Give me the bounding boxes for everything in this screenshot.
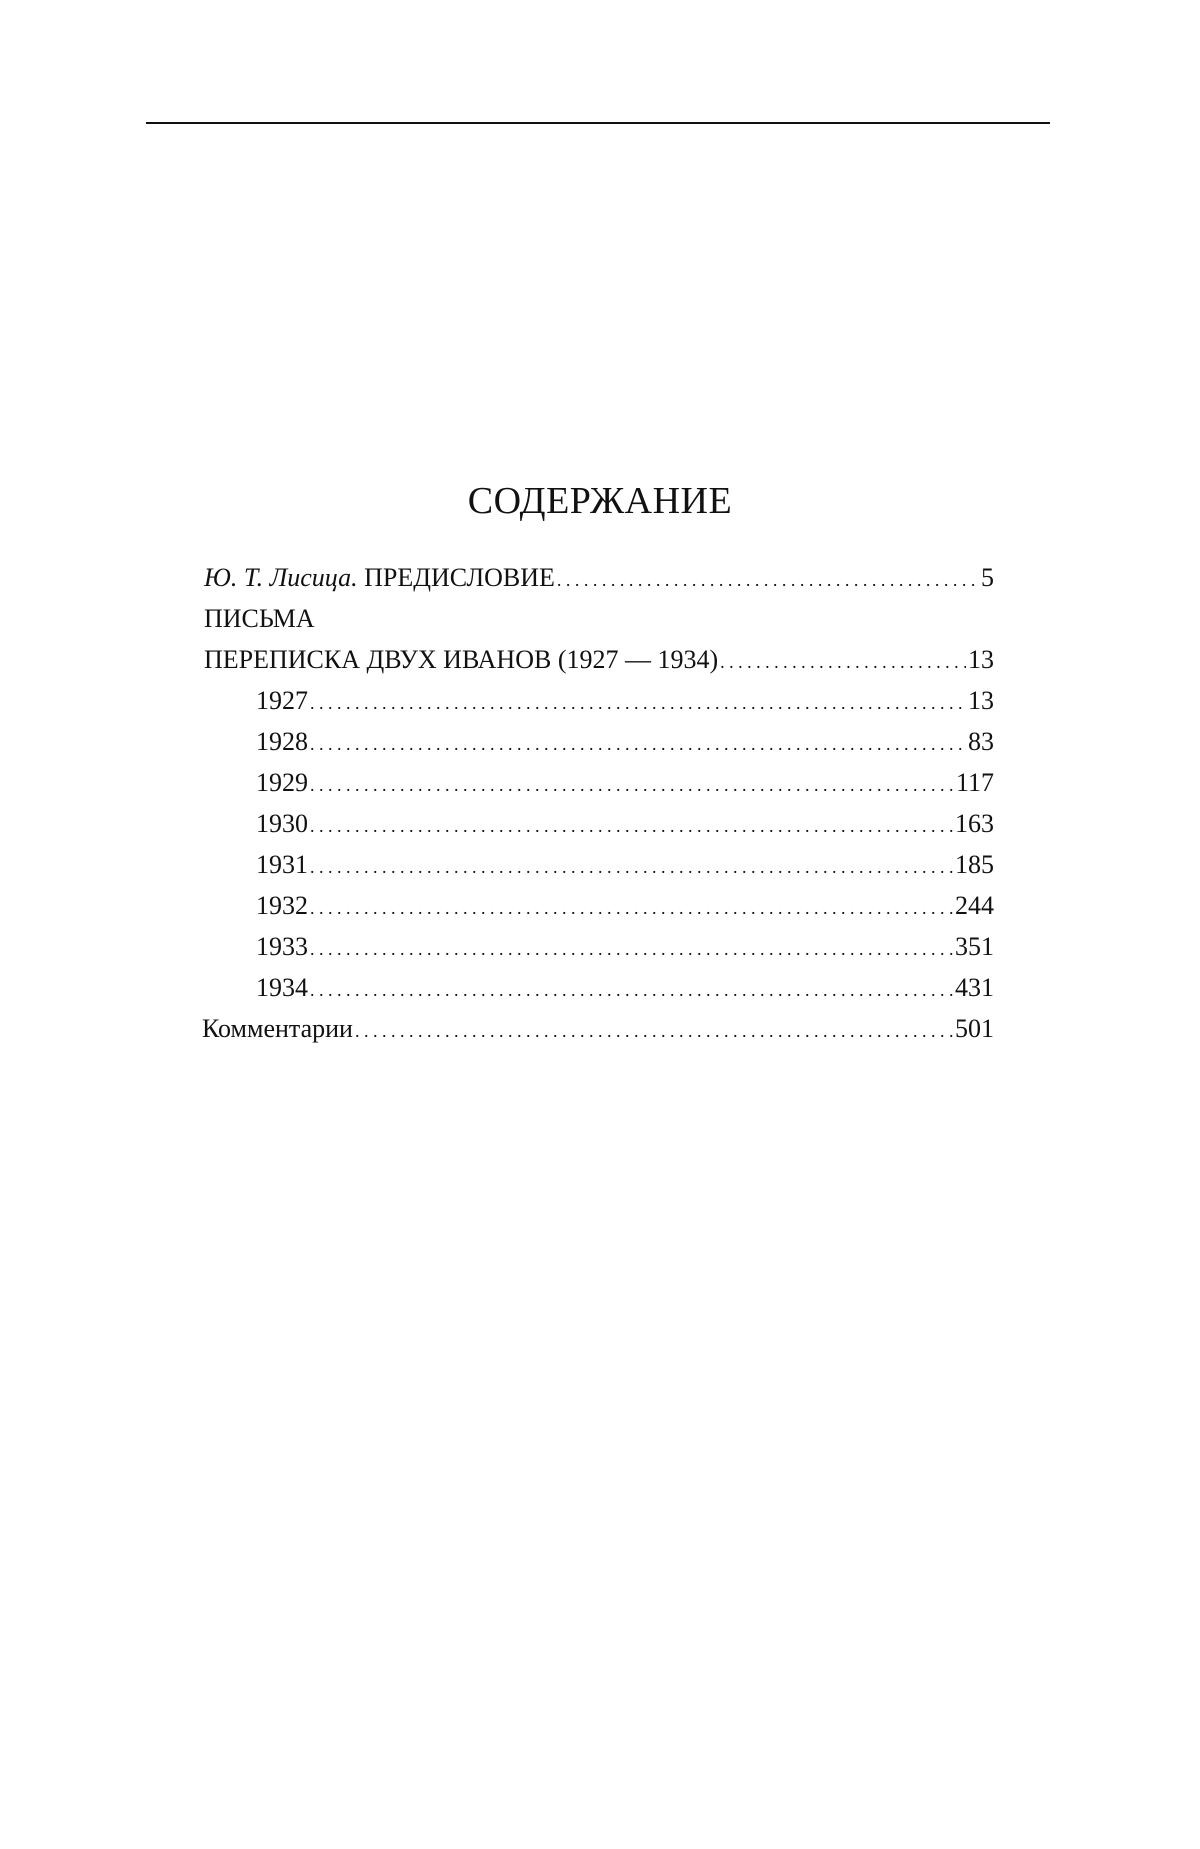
toc-entry-comments bbox=[202, 1009, 994, 1049]
toc-entry-title: 1933 bbox=[256, 932, 308, 961]
dot-leader bbox=[310, 806, 953, 846]
toc-entry-title: Комментарии bbox=[202, 1014, 353, 1043]
toc-entry-page: 83 bbox=[968, 727, 994, 756]
toc-entry-title: 1934 bbox=[256, 973, 308, 1002]
toc-entry-title: 1930 bbox=[256, 809, 308, 838]
toc-entry-page: 13 bbox=[968, 686, 994, 715]
toc-entry-page: 351 bbox=[955, 932, 994, 961]
toc-entry-title: 1929 bbox=[256, 768, 308, 797]
toc-entry-year bbox=[256, 968, 994, 1008]
toc-entry-page: 5 bbox=[981, 563, 994, 592]
toc-entry-page: 13 bbox=[968, 645, 994, 674]
toc-entry-page: 501 bbox=[955, 1014, 994, 1043]
toc-entry-year bbox=[256, 763, 994, 803]
toc-entry-year bbox=[256, 681, 994, 721]
toc-entry-page: 117 bbox=[955, 768, 994, 797]
toc-entry-year bbox=[256, 845, 994, 885]
dot-leader bbox=[310, 888, 953, 928]
toc-entry-title: 1931 bbox=[256, 850, 308, 879]
toc-entry-title: 1932 bbox=[256, 891, 308, 920]
dot-leader bbox=[557, 560, 979, 600]
toc-entry-author: Ю. Т. Лисица. bbox=[204, 563, 358, 592]
dot-leader bbox=[310, 847, 953, 887]
toc-entry-page: 163 bbox=[955, 809, 994, 838]
toc-entry-year bbox=[256, 722, 994, 762]
dot-leader bbox=[720, 642, 966, 682]
toc-entry-year bbox=[256, 886, 994, 926]
toc-section-letters: ПИСЬМА bbox=[204, 604, 315, 633]
toc-entry-page: 244 bbox=[955, 891, 994, 920]
top-rule bbox=[146, 122, 1050, 124]
toc-entry-preface bbox=[204, 558, 994, 598]
dot-leader bbox=[310, 724, 966, 764]
dot-leader bbox=[355, 1011, 953, 1051]
toc-entry-year bbox=[256, 804, 994, 844]
toc-entry-title: ПЕРЕПИСКА ДВУХ ИВАНОВ (1927 — 1934) bbox=[204, 645, 719, 674]
dot-leader bbox=[310, 929, 953, 969]
toc-entry-year bbox=[256, 927, 994, 967]
dot-leader bbox=[310, 683, 966, 723]
page-title: СОДЕРЖАНИЕ bbox=[467, 480, 733, 522]
toc-entry-correspondence bbox=[204, 640, 994, 680]
dot-leader bbox=[310, 970, 953, 1010]
toc-entry-title: 1927 bbox=[256, 686, 308, 715]
toc-entry-title: 1928 bbox=[256, 727, 308, 756]
toc-entry-page: 431 bbox=[955, 973, 994, 1002]
dot-leader bbox=[310, 765, 954, 805]
toc-entry-label bbox=[204, 558, 555, 598]
toc-entry-page: 185 bbox=[955, 850, 994, 879]
toc-entry-title: ПРЕДИСЛОВИЕ bbox=[364, 563, 555, 592]
